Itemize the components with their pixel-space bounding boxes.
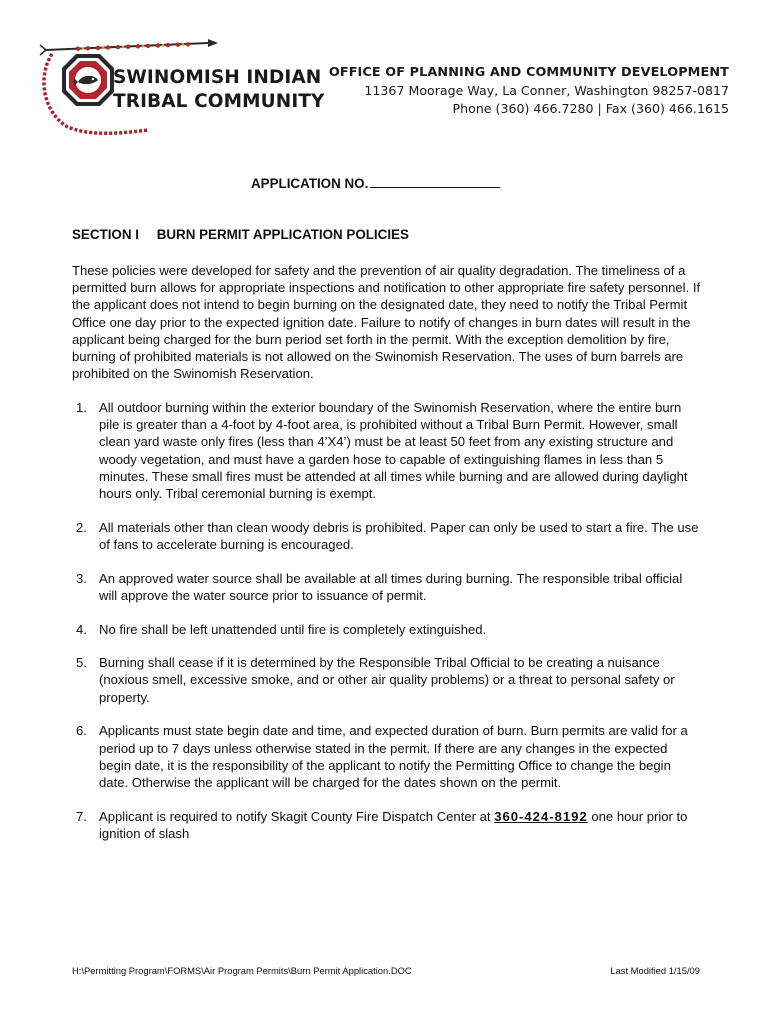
policy-item [72, 722, 702, 791]
office-phone-fax: Phone (360) 466.7280 | Fax (360) 466.1615 [452, 101, 729, 116]
policy-item [72, 570, 702, 604]
footer-last-modified: Last Modified 1/15/09 [610, 965, 700, 976]
section-number: SECTION I [72, 227, 139, 242]
dispatch-phone-number: 360-424-8192 [494, 808, 588, 824]
policy-list [72, 399, 702, 859]
policy-item [72, 654, 702, 706]
policy-text: Applicants must state begin date and time, and expected duration of burn. Burn permits are valid for a period up to 7 days unless otherwise stated in the permit. If there are any changes in the expected begin date, it is the responsibility of the applicant to notify the Permitting Office to change the begin date. Otherwise the applicant will be charged for the dates shown on the permit. [99, 723, 688, 790]
tribe-name-line1: SWINOMISH INDIAN [113, 67, 322, 88]
policy-text-after: one hour prior to ignition of slash [99, 808, 688, 841]
policy-number: 6. [76, 723, 87, 739]
policy-item [72, 621, 702, 638]
policy-number: 4. [76, 621, 87, 637]
application-number-blank [370, 175, 500, 188]
policy-number: 2. [76, 519, 87, 535]
policy-text: All materials other than clean woody debris is prohibited. Paper can only be used to start a fire. The use of fans to accelerate burning is encouraged. [99, 519, 699, 552]
policy-text: An approved water source shall be available at all times during burning. The responsible tribal official will approve the water source prior to issuance of permit. [99, 570, 683, 603]
policy-item [72, 808, 702, 842]
section-title: BURN PERMIT APPLICATION POLICIES [156, 227, 409, 242]
policy-number: 5. [76, 655, 87, 671]
office-address: 11367 Moorage Way, La Conner, Washington 98257-0817 [364, 83, 729, 98]
policy-text: No fire shall be left unattended until fire is completely extinguished. [99, 621, 487, 637]
section-heading [72, 227, 409, 242]
tribe-name-line2: TRIBAL COMMUNITY [113, 91, 325, 112]
tribe-name [113, 66, 325, 114]
office-title: OFFICE OF PLANNING AND COMMUNITY DEVELOPMENT [328, 65, 729, 80]
policy-item [72, 399, 702, 502]
footer-file-path: H:\Permitting Program\FORMS\Air Program Permits\Burn Permit Application.DOC [72, 965, 412, 976]
application-number-line [251, 175, 500, 191]
application-number-label: APPLICATION NO. [251, 176, 369, 191]
policy-number: 7. [76, 808, 87, 824]
policy-number: 3. [76, 570, 87, 586]
office-contact-block [329, 64, 729, 118]
policy-item [72, 519, 702, 553]
policy-text: Burning shall cease if it is determined by the Responsible Tribal Official to be creating a nuisance (noxious smell, excessive smoke, and or other air quality problems) or a threat to personal safety or property. [99, 655, 675, 705]
policy-text-before: Applicant is required to notify Skagit County Fire Dispatch Center at [99, 808, 495, 824]
policy-number: 1. [76, 400, 87, 415]
intro-paragraph: These policies were developed for safety and the prevention of air quality degradation. The timeliness of a permitted burn allows for appropriate inspections and notification to other appropriate fire safety personnel. If the applicant does not intend to begin burning on the designated date, they need to notify the Tribal Permit Office one day prior to the expected ignition date. Failure to notify of changes in burn dates will result in the applicant being charged for the burn period set forth in the permit. With the exception demolition by fire, burning of prohibited materials is not allowed on the Swinomish Reservation. The uses of burn barrels are prohibited on the Swinomish Reservation. [72, 263, 701, 382]
policy-text: All outdoor burning within the exterior boundary of the Swinomish Reservation, where the entire burn pile is greater than a 4-foot by 4-foot area, is prohibited without a Tribal Burn Permit. However, small clean yard waste only fires (less than 4’X4’) must be at least 50 feet from any existing structure and woody vegetation, and must have a garden hose to capable of extinguishing flames in less than 5 minutes. These small fires must be attended at all times while burning and are allowed during daylight hours only. Tribal ceremonial burning is exempt. [99, 400, 688, 502]
